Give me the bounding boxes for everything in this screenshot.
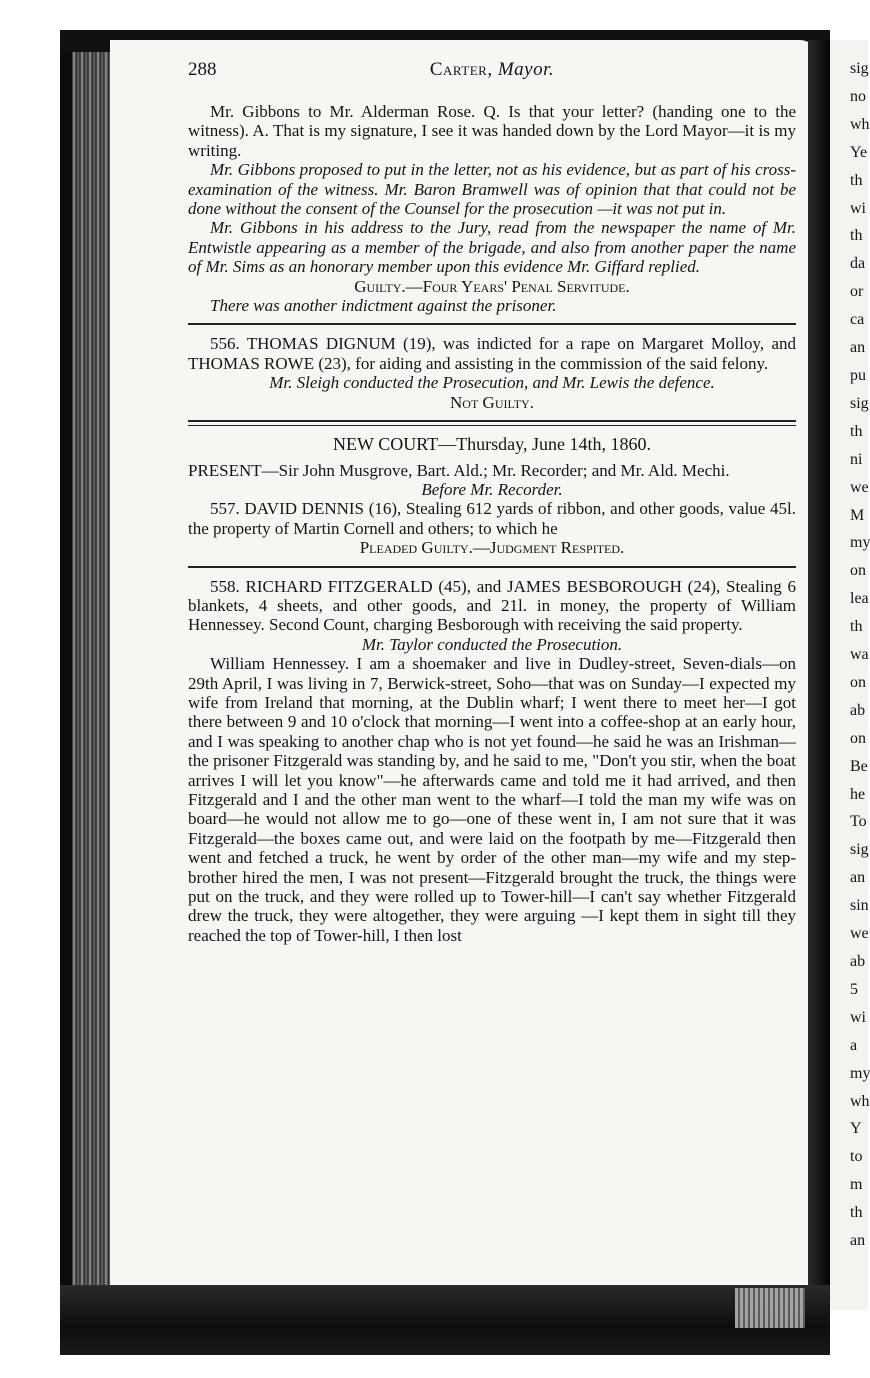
- note-another-indictment: There was another indictment against the prisoner.: [210, 296, 557, 316]
- facing-page-word: an: [850, 1232, 866, 1250]
- case-558: 558. RICHARD FITZGERALD (45), and JAMES BESBOROUGH (24), Stealing 6 blankets, 4 sheets, and other goods, and 21l. in money, the property of William Hennessey. Second Count, charging Besborough with receiving the said property.: [188, 576, 796, 635]
- verdict-557: Pleaded Guilty.—Judgment Respited.: [359, 538, 625, 558]
- facing-page-word: wa: [850, 646, 869, 664]
- facing-page-word: th: [850, 422, 863, 440]
- facing-page-word: th: [850, 1204, 863, 1222]
- facing-page-word: Ye: [850, 143, 868, 161]
- facing-page-word: on: [850, 673, 866, 691]
- facing-page-word: lea: [850, 590, 869, 608]
- paragraph-cross-examination: Mr. Gibbons proposed to put in the letter, not as his evidence, but as part of his cross-examination of the witness. Mr. Baron Bramwell was of opinion that that could not be done without the consent of the Counsel for the prosecution —it was not put in.: [188, 160, 796, 219]
- facing-page-word: no: [850, 87, 866, 105]
- page-edges: [735, 1288, 805, 1328]
- facing-page-word: a: [850, 1036, 858, 1054]
- section-rule: [188, 323, 796, 325]
- present-line: PRESENT—Sir John Musgrove, Bart. Ald.; Mr. Recorder; and Mr. Ald. Mechi.: [188, 460, 730, 480]
- facing-page-word: an: [850, 869, 866, 887]
- facing-page-word: or: [850, 283, 864, 301]
- facing-page-word: on: [850, 562, 866, 580]
- facing-page-word: Y: [850, 1120, 862, 1138]
- page-text: [188, 60, 796, 945]
- facing-page-word: Be: [850, 757, 868, 775]
- facing-page-word: da: [850, 255, 866, 273]
- testimony-hennessey: William Hennessey. I am a shoemaker and live in Dudley-street, Seven-dials—on 29th April, I was living in 7, Berwick-street, Soho—that was on Sunday—I expected my wife from Ireland that morning, at the Dublin wharf; I went there to meet her—I got there between 9 and 10 o'clock that morning—I went into a coffee-shop at an early hour, and I was speaking to another chap who is not yet found—he said he was an Irishman—the prisoner Fitzgerald was standing by, and he said to me, "Don't you stir, when the boat arrives I will let you know"—he afterwards came and told me it had arrived, and then Fitzgerald and I and the other man went to the wharf—I told the man my wife was on board—he would not allow me to go—one of these went in, I am not sure that it was Fitzgerald—the boxes came out, and were laid on the footpath by me—Fitzgerald then went and fetched a truck, he went by order of the other man—my wife and my step-brother hired the men, I was not present—Fitzgerald brought the truck, the things were put on the truck, and they were rolled up to Tower-hill—I can't say whether Fitzgerald drew the truck, they were altogether, they were arguing —I kept them in sight till they reached the top of Tower-hill, I then lost: [188, 654, 796, 945]
- verdict-556: Not Guilty.: [450, 392, 534, 412]
- paragraph-letter: Mr. Gibbons to Mr. Alderman Rose. Q. Is that your letter? (handing one to the witness). A. That is my signature, I see it was handed down by the Lord Mayor—it is my writing.: [188, 102, 796, 160]
- facing-page-word: wi: [850, 1008, 866, 1026]
- facing-page-word: m: [850, 1176, 863, 1194]
- paragraph-address-jury: Mr. Gibbons in his address to the Jury, read from the newspaper the name of Mr. Entwistle appearing as a member of the brigade, and also from another paper the name of Mr. Sims as an honorary member upon this evidence Mr. Giffard replied.: [188, 218, 796, 277]
- facing-page-word: sig: [850, 841, 869, 859]
- facing-page-word: wh: [850, 1092, 870, 1110]
- facing-page-word: M: [850, 506, 865, 524]
- binding-shadow: [60, 40, 72, 1310]
- facing-page-word: 5: [850, 980, 858, 998]
- facing-page-word: wi: [850, 199, 866, 217]
- facing-page-word: an: [850, 339, 866, 357]
- page-gutter-shadow: [808, 40, 830, 1310]
- facing-page-word: th: [850, 618, 863, 636]
- page-number: 288: [188, 59, 217, 80]
- facing-page-word: th: [850, 227, 863, 245]
- facing-page-word: ni: [850, 450, 863, 468]
- facing-page-word: we: [850, 478, 869, 496]
- facing-page-word: my: [850, 1064, 870, 1082]
- case-557: 557. DAVID DENNIS (16), Stealing 612 yards of ribbon, and other goods, value 45l. the property of Martin Cornell and others; to which he: [188, 499, 796, 538]
- facing-page-word: my: [850, 534, 870, 552]
- facing-page-word: To: [850, 813, 867, 831]
- facing-page-word: sig: [850, 60, 869, 77]
- bottom-shadow: [60, 1285, 830, 1355]
- facing-page-word: ca: [850, 311, 865, 329]
- verdict-guilty: Guilty.—Four Years' Penal Servitude.: [354, 276, 630, 296]
- facing-page-word: pu: [850, 366, 866, 384]
- facing-page-word: wh: [850, 115, 870, 133]
- before-recorder: Before Mr. Recorder.: [421, 479, 563, 499]
- running-title: Carter, Mayor.: [429, 59, 555, 80]
- facing-page-word: ab: [850, 953, 866, 971]
- facing-page-word: to: [850, 1148, 863, 1166]
- court-double-rule: [188, 420, 796, 426]
- facing-page-word: he: [850, 785, 866, 803]
- counsel-558: Mr. Taylor conducted the Prosecution.: [361, 634, 623, 654]
- facing-page-word: sin: [850, 897, 869, 915]
- facing-page-word: on: [850, 729, 866, 747]
- counsel-556: Mr. Sleigh conducted the Prosecution, and Mr. Lewis the defence.: [269, 373, 715, 393]
- case-556: 556. THOMAS DIGNUM (19), was indicted for a rape on Margaret Molloy, and THOMAS ROWE (23), for aiding and assisting in the commission of the said felony.: [188, 334, 796, 373]
- facing-page-word: ab: [850, 701, 866, 719]
- facing-page-word: th: [850, 171, 863, 189]
- section-rule: [188, 566, 796, 568]
- facing-page-fragment: [830, 40, 868, 1310]
- running-header: [188, 60, 796, 84]
- court-heading: NEW COURT—Thursday, June 14th, 1860.: [333, 434, 651, 455]
- facing-page-word: we: [850, 925, 869, 943]
- facing-page-word: sig: [850, 394, 869, 412]
